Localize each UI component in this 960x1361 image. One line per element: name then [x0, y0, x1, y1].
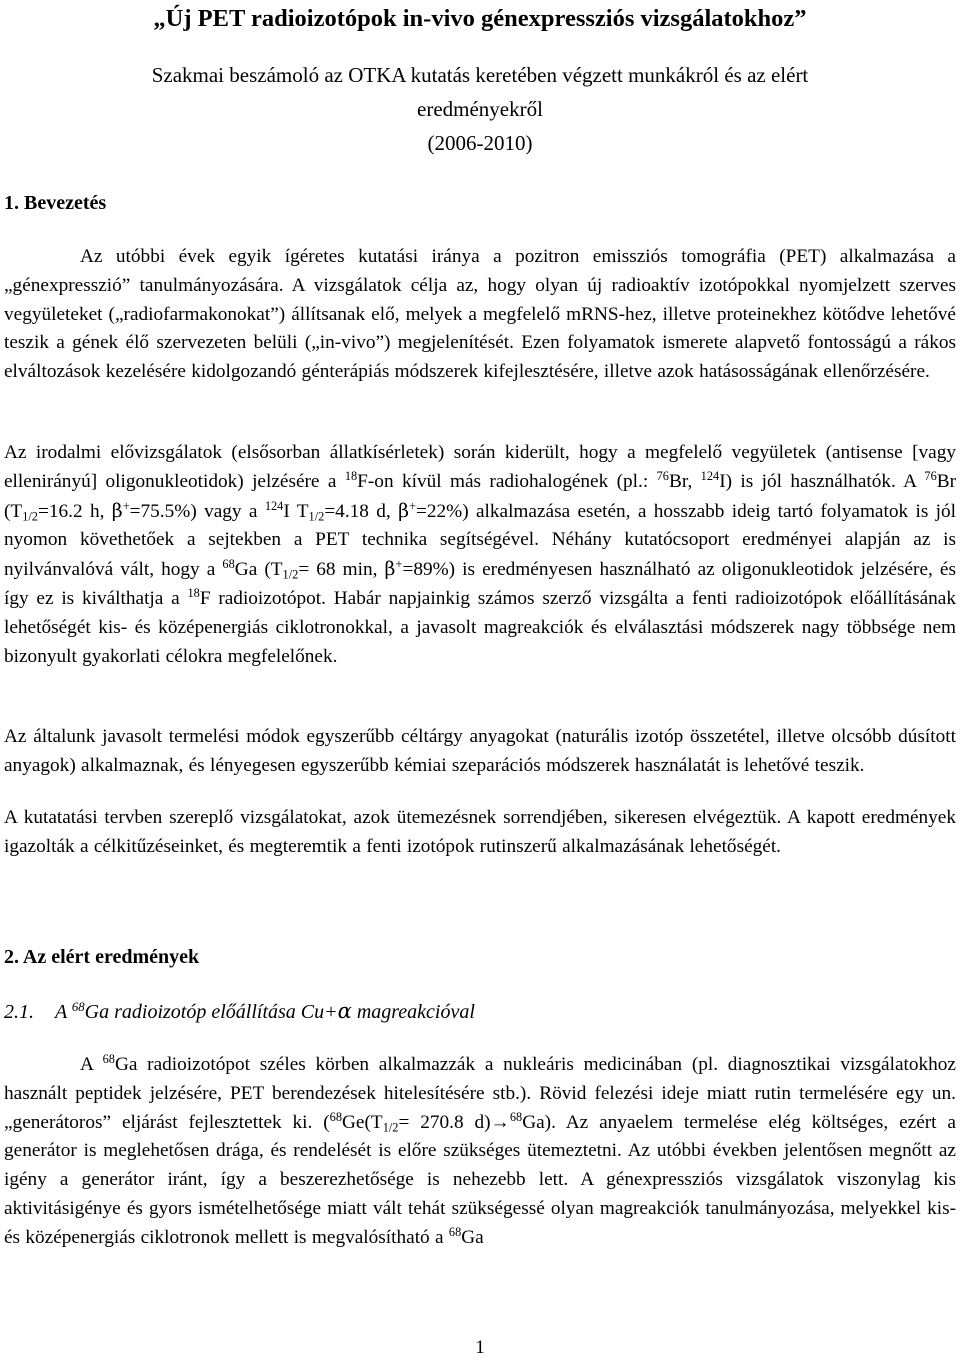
half-life-subscript: 1/2	[382, 1120, 399, 1135]
subsection-2-1-heading: 2.1. A $^{68}$Ga radioizotóp előállítása Cu+α magreakcióval	[4, 999, 475, 1023]
mass-number: 124	[264, 498, 284, 513]
alpha-symbol: α	[337, 999, 352, 1023]
mass-number: 68	[448, 1225, 462, 1239]
mass-number: 68	[71, 999, 85, 1014]
beta-symbol: β	[111, 499, 123, 522]
mass-number: 76	[924, 469, 937, 484]
half-life-subscript: 1/2	[282, 567, 299, 582]
mass-number: 68	[222, 557, 235, 572]
section-1-paragraph-4: A kutatatási tervben szereplő vizsgálatokat, azok ütemezésnek sorrendjében, sikeresen elvégeztük. A kapott eredmények igazolták a célkitűzéseinket, és megteremtik a fenti izotópok rutinszerű alkalmazásának lehetőségét.	[4, 807, 956, 857]
subtitle-line-1: Szakmai beszámoló az OTKA kutatás keretében végzett munkákról és az elért	[151, 63, 809, 87]
section-1-paragraph-3: Az általunk javasolt termelési módok egyszerűbb céltárgy anyagokat (naturális izotóp összetétel, illetve olcsóbb dúsított anyagok) alkalmaznak, és lényegesen egyszerűbb kémiai szeparációs módszerek használatát is lehetővé teszik.	[4, 726, 956, 776]
mass-number: 124	[700, 469, 720, 484]
document-title: „Új PET radioizotópok in-vivo génexpressziós vizsgálatokhoz”	[153, 5, 807, 32]
half-life-subscript: 1/2	[22, 509, 38, 524]
mass-number: 68	[102, 1052, 115, 1067]
beta-symbol: β	[398, 499, 410, 522]
subtitle-line-2: eredményekről	[417, 97, 543, 121]
page-number: 1	[475, 1337, 485, 1358]
section-2-paragraph-1: A $^{68}$Ga radioizotópot széles körben alkalmazzák a nukleáris medicinában (pl. diagnosztikai vizsgálatokhoz használt peptidek jelzésére, PET berendezések hitelesítésére stb.). Rövid felezési ideje miatt rutin termelésére egy un. „generátoros” eljárást fejlesztettek ki. ($^{68}Ge(T_{1/2}= 270.8$ d)→$^{68}$Ga). Az anyaelem termelése elég költséges, ezért a generátor is meglehetősen drága, és rendelését is előre szükséges ütemeztetni. Az utóbbi években jelentősen megnőtt az igény a generátor iránt, így a beszerezhetősége is nehezebb lett. A génexpressziós vizsgálatok viszonylag kis aktivitásigénye és gyors ismételhetősége miatt vált tehát szükségessé olyan magreakciók tanulmányozása, melyekkel kis- és középenergiás ciklotronok mellett is megvalósítható a $^{68}$Ga	[4, 1052, 956, 1248]
mass-number: 18	[344, 469, 358, 484]
mass-number: 18	[187, 586, 200, 601]
section-2-heading: 2. Az elért eredmények	[4, 946, 200, 968]
section-1-paragraph-1: Az utóbbi évek egyik ígéretes kutatási iránya a pozitron emissziós tomográfia (PET) alkalmazása a „génexpresszió” tanulmányozására. A vizsgálatok célja az, hogy olyan új radioaktív izotópokkal nyomjelzett szerves vegyületeket („radiofarmakonokat”) állítsanak elő, melyek a megfelelő mRNS-hez, illetve proteinekhez kötődve lehetővé teszik a gének élő szervezeten belüli („in-vivo”) megjelenítését. Ezen folyamatok ismerete alapvető fontosságú a rákos elváltozások kezelésére kidolgozandó génterápiás módszerek kifejlesztésére, illetve azok hatásosságának ellenőrzésére.	[4, 246, 956, 383]
document-subtitle	[0, 58, 960, 160]
subtitle-period: (2006-2010)	[427, 131, 533, 155]
mass-number: 76	[656, 469, 669, 484]
mass-number: 68	[509, 1109, 523, 1124]
mass-number: 68	[329, 1109, 342, 1124]
section-1-heading: 1. Bevezetés	[4, 192, 107, 214]
beta-symbol: β	[384, 558, 396, 581]
section-1-paragraph-2: Az irodalmi elővizsgálatok (elsősorban állatkísérletek) során kiderült, hogy a megfelelő vegyületek (antisense [vagy ellenirányú] oligonukleotidok) jelzésére a $^{18}$F-on kívül más radiohalogének (pl.: $^{76}$Br, $^{124}$I) is jól használhatók. A $^{76}$Br ($T_{1/2}=16.2$ h, β+=75.5%) vagy a $^{124}$I $T_{1/2}=4.18$ d, β+=22%) alkalmazása esetén, a hosszabb ideig tartó folyamatok is jól nyomon követhetőek a sejtekben a PET technika segítségével. Néhány kutatócsoport eredményei alapján az is nyilvánvalóvá vált, hogy a $^{68}$Ga ($T_{1/2}= 68$ min, β+=89%) is eredményesen használható az oligonukleotidok jelzésére, és így ez is kiválthatja a $^{18}$F radioizotópot. Habár napjainkig számos szerző vizsgálta a fenti radioizotópok előállításának lehetőségét kis- és középenergiás ciklotronokkal, a javasolt magreakciók és elválasztási módszerek nagy többsége nem bizonyult gyakorlati célokra megfelelőnek.	[4, 442, 957, 667]
half-life-subscript: 1/2	[308, 509, 325, 524]
